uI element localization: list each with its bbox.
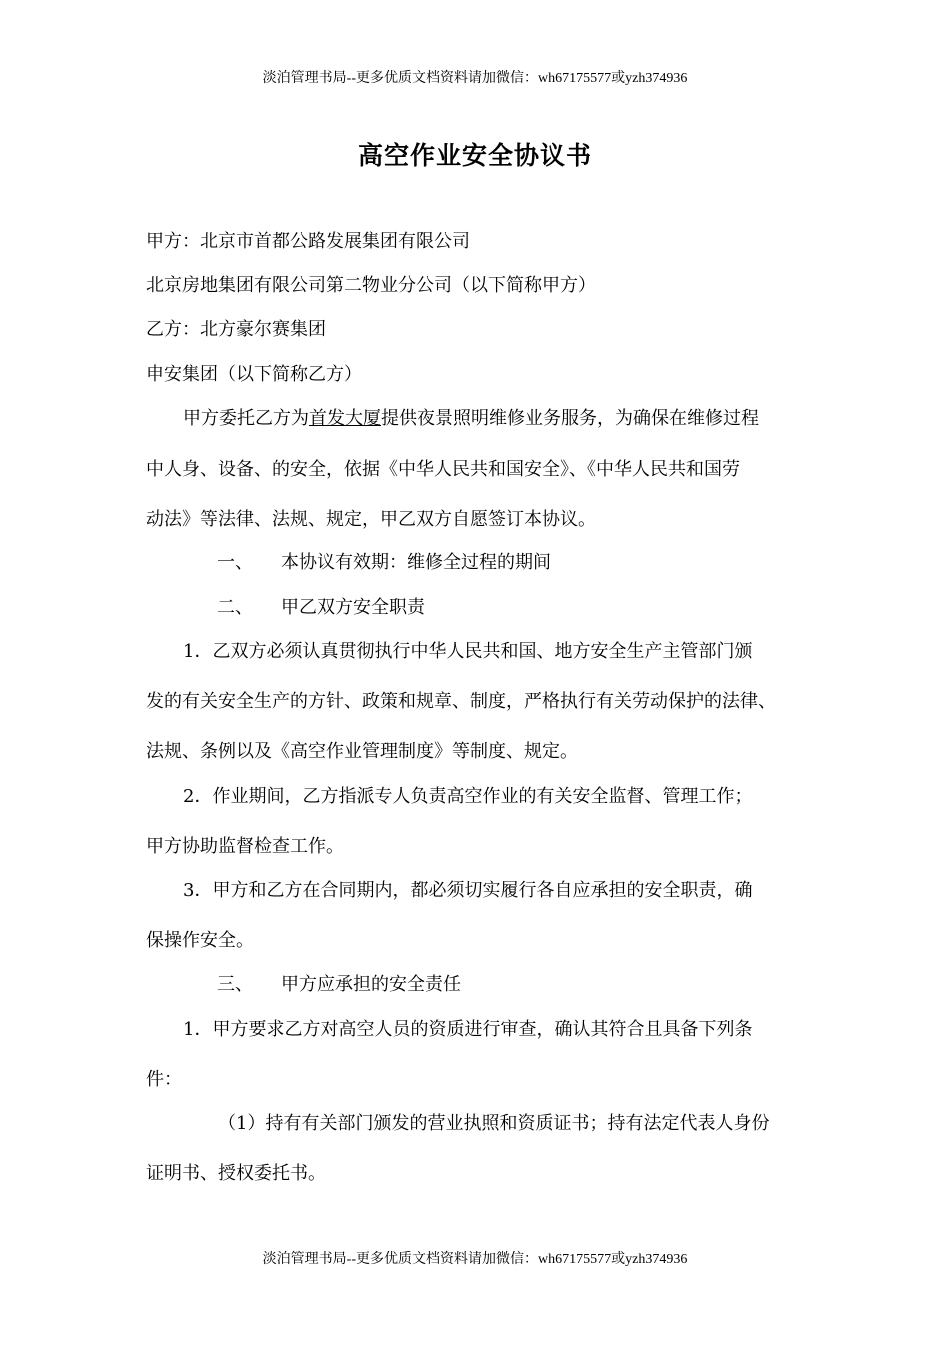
section-2-heading [217,597,425,619]
s3-item-1-line-1: 1．甲方要求乙方对高空人员的资质进行审查，确认其符合且具备下列条 [183,1019,753,1040]
intro-text-a: 甲方委托乙方为 [183,408,309,429]
section-2-text: 甲乙双方安全职责 [281,597,425,618]
building-name: 首发大厦 [309,408,381,429]
section-1-number: 一、 [217,552,253,573]
intro-paragraph-line-1 [183,408,759,430]
section-2-number: 二、 [217,597,253,618]
s2-item-1-line-3: 法规、条例以及《高空作业管理制度》等制度、规定。 [146,741,578,762]
intro-paragraph-line-2: 中人身、设备、的安全，依据《中华人民共和国安全》、《中华人民共和国劳 [146,459,740,480]
page-footer: 淡泊管理书局--更多优质文档资料请加微信：wh67175577或yzh374936 [262,1252,688,1267]
section-1-heading [217,552,551,574]
document-title: 高空作业安全协议书 [357,141,592,170]
s2-item-1-line-2: 发的有关安全生产的方针、政策和规章、制度，严格执行有关劳动保护的法律、 [146,691,776,712]
party-b-line-1: 乙方：北方豪尔赛集团 [146,319,326,340]
section-3-text: 甲方应承担的安全责任 [281,974,461,995]
s2-item-2-line-1: 2．作业期间，乙方指派专人负责高空作业的有关安全监督、管理工作； [183,786,753,807]
s3-subitem-1-line-2: 证明书、授权委托书。 [146,1163,326,1184]
s2-item-1-line-1: 1．乙双方必须认真贯彻执行中华人民共和国、地方安全生产主管部门颁 [183,641,753,662]
party-a-line-1: 甲方：北京市首都公路发展集团有限公司 [146,231,470,252]
section-3-number: 三、 [217,974,253,995]
section-3-heading [217,974,461,996]
s2-item-3-line-2: 保操作安全。 [146,930,254,951]
page-header: 淡泊管理书局--更多优质文档资料请加微信：wh67175577或yzh374936 [262,71,688,86]
s2-item-3-line-1: 3．甲方和乙方在合同期内，都必须切实履行各自应承担的安全职责，确 [183,880,753,901]
s3-subitem-1-line-1: （1）持有有关部门颁发的营业执照和资质证书；持有法定代表人身份 [218,1113,770,1134]
intro-paragraph-line-3: 动法》等法律、法规、规定，甲乙双方自愿签订本协议。 [146,509,596,530]
s3-item-1-line-2: 件： [146,1069,182,1090]
s2-item-2-line-2: 甲方协助监督检查工作。 [146,836,344,857]
section-1-text: 本协议有效期：维修全过程的期间 [281,552,551,573]
party-b-line-2: 申安集团（以下简称乙方） [146,364,362,385]
party-a-line-2: 北京房地集团有限公司第二物业分公司（以下简称甲方） [146,275,596,296]
intro-text-b: 提供夜景照明维修业务服务，为确保在维修过程 [381,408,759,429]
